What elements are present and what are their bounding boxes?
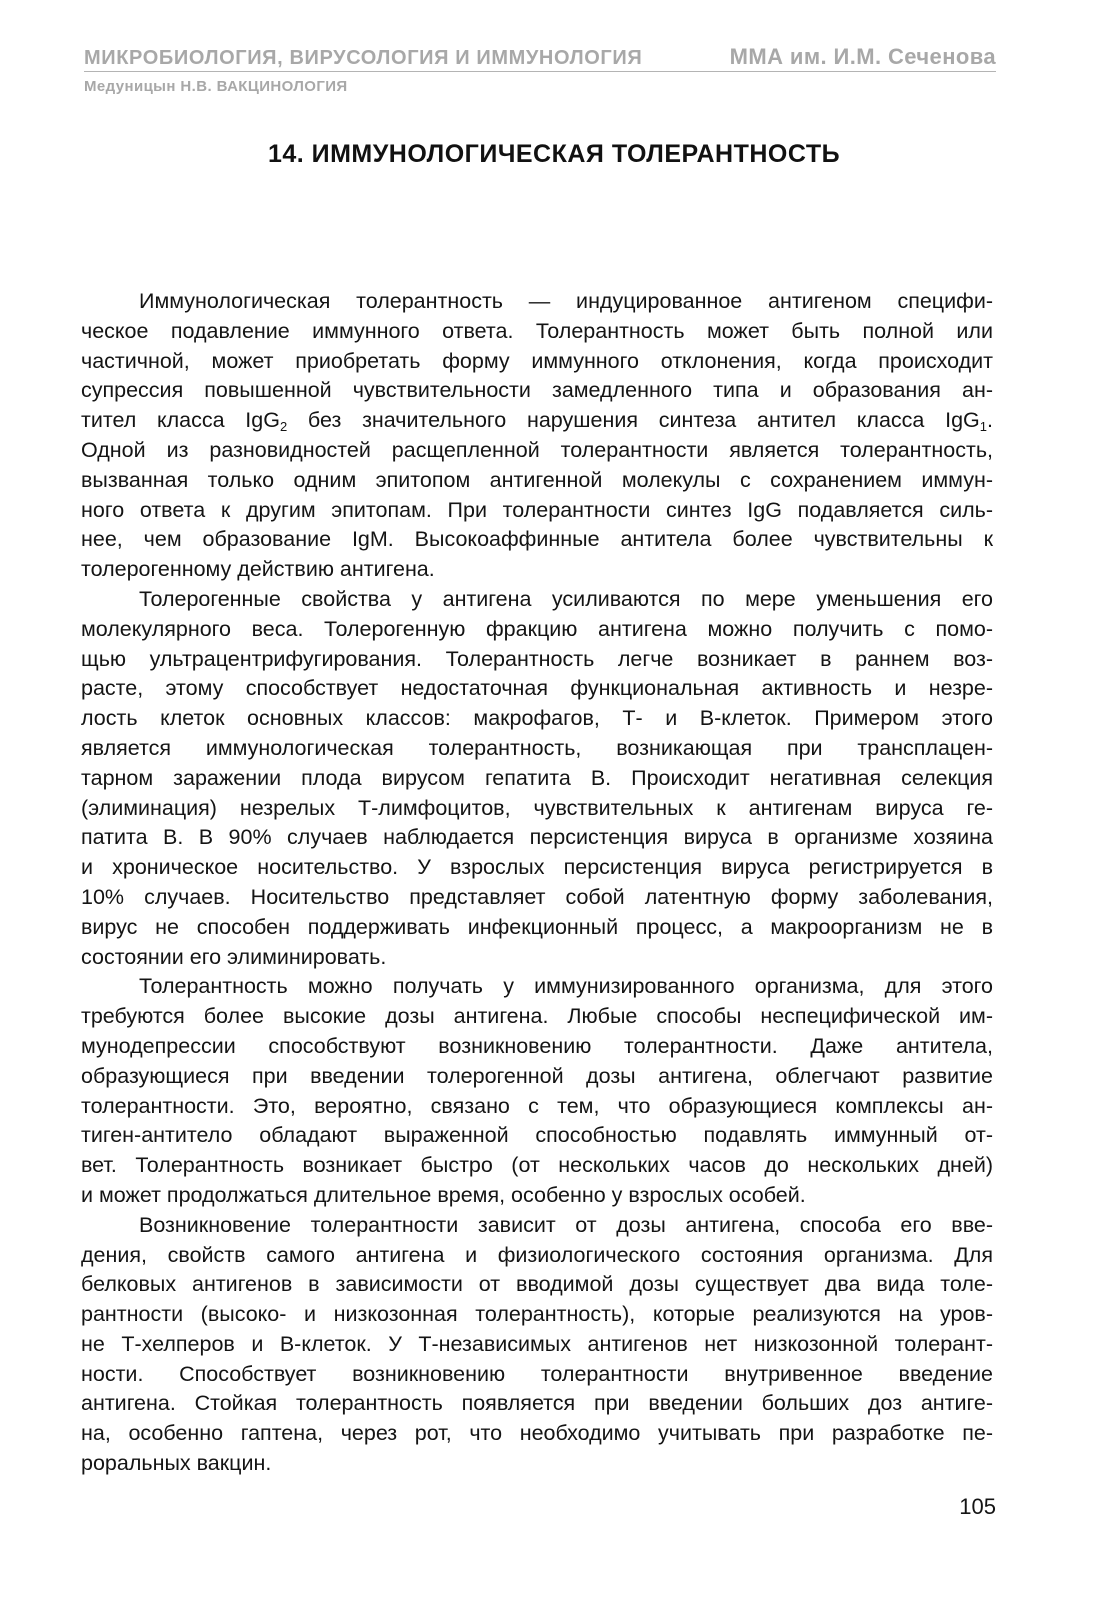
text-line: белковых антигенов в зависимости от вводимой дозы существует два вида толе- (81, 1272, 993, 1297)
text-line: толерантности. Это, вероятно, связано с тем, что образующиеся комплексы ан- (81, 1093, 993, 1118)
text-line: 10% случаев. Носительство представляет собой латентную форму заболевания, (81, 884, 993, 909)
text-line: требуются более высокие дозы антигена. Любые способы неспецифической им- (81, 1004, 993, 1029)
text-line: дения, свойств самого антигена и физиологического состояния организма. Для (81, 1242, 993, 1267)
text-line: вет. Толерантность возникает быстро (от нескольких часов до нескольких дней) (81, 1153, 993, 1178)
text-line: мунодепрессии способствуют возникновению толерантности. Даже антитела, (81, 1033, 993, 1058)
header-institution: ММА им. И.М. Сеченова (729, 44, 996, 69)
text-line: вызванная только одним эпитопом антигенной молекулы с сохранением иммун- (81, 467, 993, 492)
subscript: 2 (279, 419, 288, 435)
paragraph-3 (81, 972, 993, 1210)
text-line: Одной из разновидностей расщепленной толерантности является толерантность, (81, 437, 993, 462)
text-line: является иммунологическая толерантность, возникающая при трансплацен- (81, 735, 993, 760)
header-book-title: Медуницын Н.В. ВАКЦИНОЛОГИЯ (84, 78, 348, 95)
text-line: Возникновение толерантности зависит от дозы антигена, способа его вве- (139, 1212, 993, 1237)
text-line: антигена. Стойкая толерантность появляется при введении больших доз антиге- (81, 1391, 993, 1416)
text-fragment: без значительного нарушения синтеза антител класса IgG (287, 408, 980, 433)
paragraph-4 (81, 1211, 993, 1479)
body-text (81, 287, 993, 1479)
text-line: лость клеток основных классов: макрофагов, Т- и В-клеток. Примером этого (81, 706, 993, 731)
text-line: щью ультрацентрифугирования. Толерантность легче возникает в раннем воз- (81, 646, 993, 671)
text-line: расте, этому способствует недостаточная функциональная активность и незре- (81, 676, 993, 701)
text-line: нее, чем образование IgM. Высокоаффинные антитела более чувствительны к (81, 527, 993, 552)
text-line-with-subscripts (81, 406, 993, 436)
text-line: и хроническое носительство. У взрослых персистенция вируса регистрируется в (81, 855, 993, 880)
paragraph-2 (81, 585, 993, 972)
text-line: Толерантность можно получать у иммунизированного организма, для этого (139, 974, 993, 999)
header-subject: МИКРОБИОЛОГИЯ, ВИРУСОЛОГИЯ И ИММУНОЛОГИЯ (84, 47, 643, 69)
text-fragment: . (987, 408, 993, 433)
text-line: супрессия повышенной чувствительности замедленного типа и образования ан- (81, 378, 993, 403)
text-line: Толерогенные свойства у антигена усиливаются по мере уменьшения его (139, 586, 993, 611)
text-line: (элиминация) незрелых Т-лимфоцитов, чувствительных к антигенам вируса ге- (81, 795, 993, 820)
text-line: патита В. В 90% случаев наблюдается персистенция вируса в организме хозяина (81, 825, 993, 850)
running-header (84, 44, 996, 95)
text-line: тарном заражении плода вирусом гепатита В. Происходит негативная селекция (81, 765, 993, 790)
text-line: Иммунологическая толерантность — индуцированное антигеном специфи- (139, 289, 993, 313)
text-line: ческое подавление иммунного ответа. Толерантность может быть полной или (81, 318, 993, 343)
text-line: вирус не способен поддерживать инфекционный процесс, а макроорганизм не в (81, 914, 993, 939)
text-line: не Т-хелперов и В-клеток. У Т-независимых антигенов нет низкозонной толерант- (81, 1331, 993, 1356)
subscript: 1 (979, 419, 988, 435)
text-line: образующиеся при введении толерогенной дозы антигена, облегчают развитие (81, 1063, 993, 1088)
text-line: толерогенному действию антигена. (81, 557, 435, 582)
text-line: тиген-антитело обладают выраженной способностью подавлять иммунный от- (81, 1123, 993, 1148)
header-top-row (84, 44, 996, 72)
paragraph-1 (81, 287, 993, 585)
text-line: рантности (высоко- и низкозонная толерантность), которые реализуются на уров- (81, 1302, 993, 1327)
text-line: частичной, может приобретать форму иммунного отклонения, когда происходит (81, 348, 993, 373)
text-line: ности. Способствует возникновению толерантности внутривенное введение (81, 1361, 993, 1386)
page-number: 105 (959, 1494, 996, 1519)
text-line: на, особенно гаптена, через рот, что необходимо учитывать при разработке пе- (81, 1421, 993, 1446)
text-line: и может продолжаться длительное время, особенно у взрослых особей. (81, 1182, 806, 1207)
text-line: состоянии его элиминировать. (81, 944, 387, 969)
text-line: роральных вакцин. (81, 1451, 272, 1476)
text-line: ного ответа к другим эпитопам. При толерантности синтез IgG подавляется силь- (81, 497, 993, 522)
text-fragment: тител класса IgG (81, 408, 280, 433)
chapter-title: 14. ИММУНОЛОГИЧЕСКАЯ ТОЛЕРАНТНОСТЬ (267, 140, 841, 168)
text-line: молекулярного веса. Толерогенную фракцию антигена можно получить с помо- (81, 616, 993, 641)
